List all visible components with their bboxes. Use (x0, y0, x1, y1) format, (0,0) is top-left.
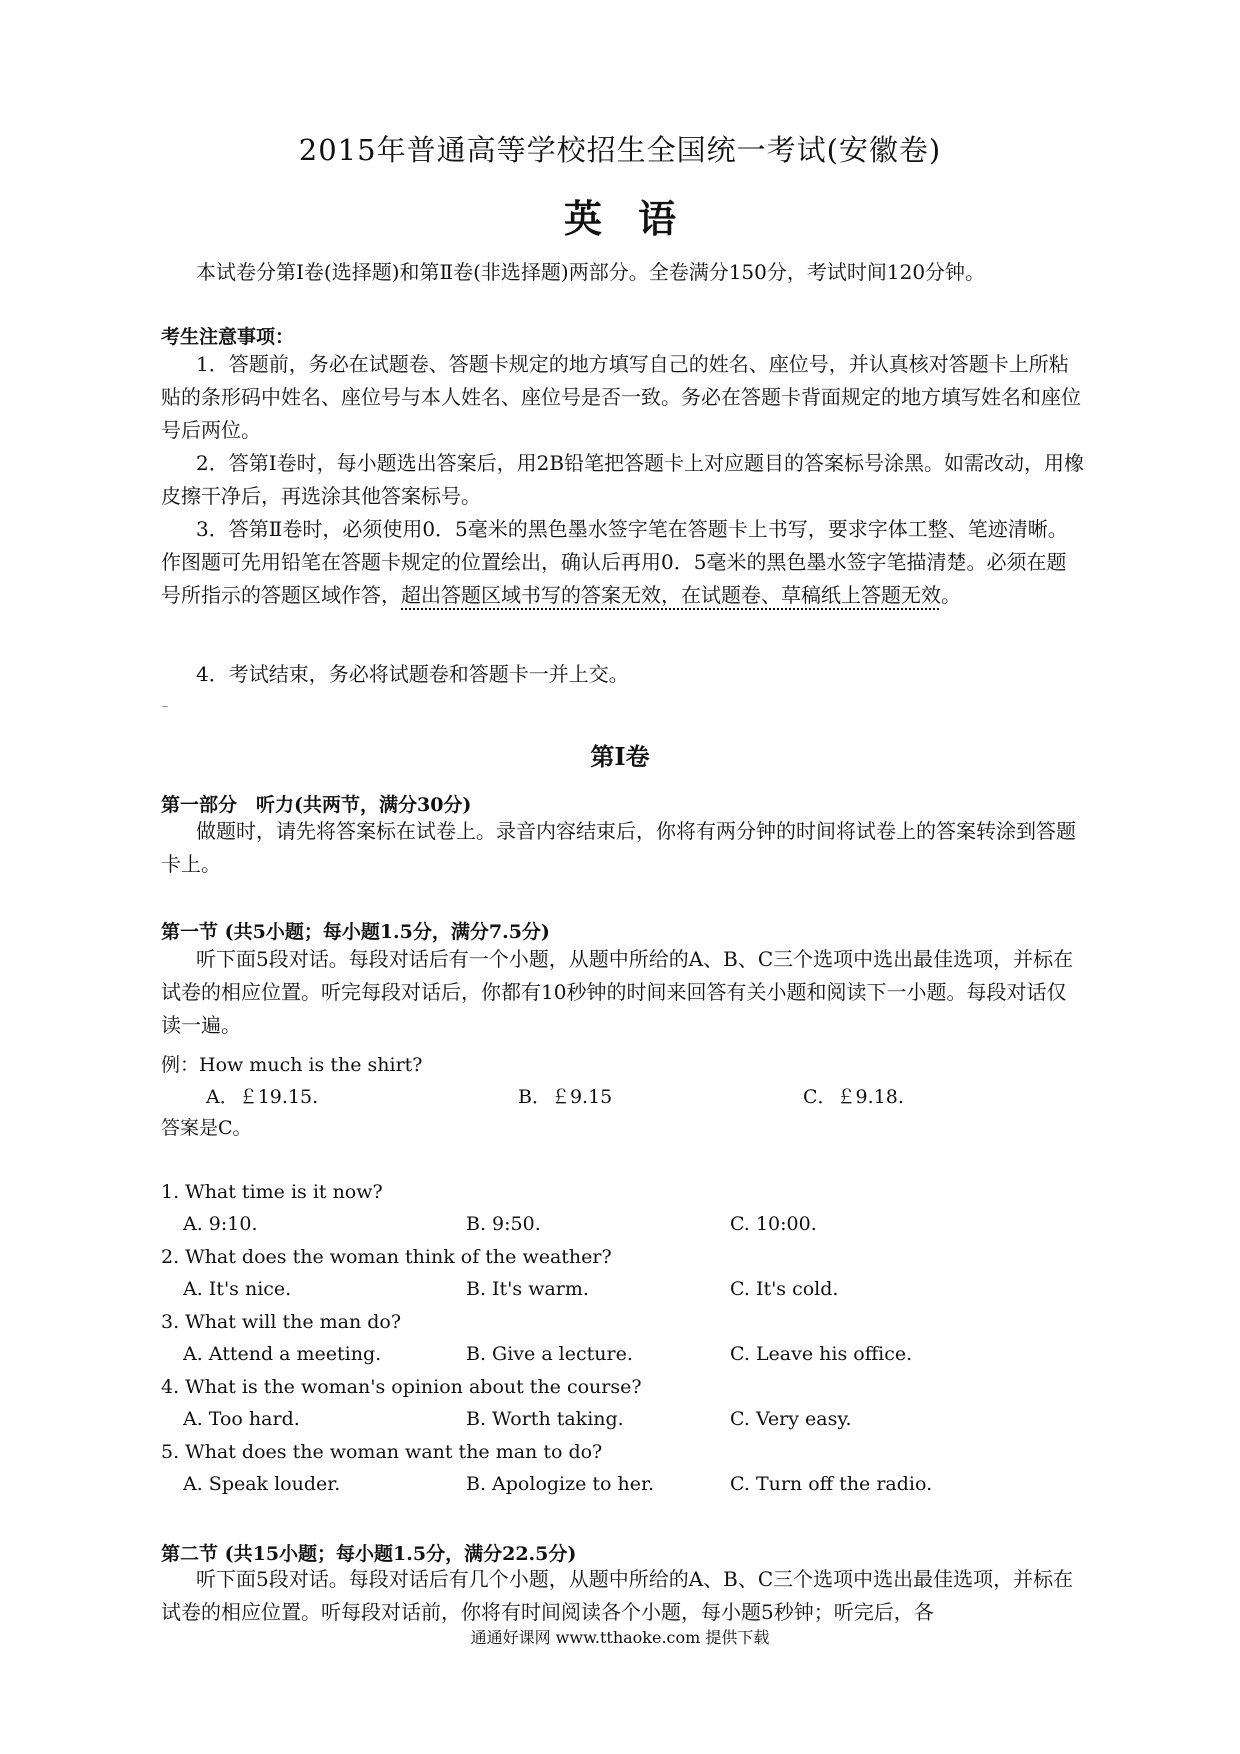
notice-item-3-end: 。 (941, 583, 961, 607)
question-5: 5. What does the woman want the man to do? (161, 1441, 603, 1463)
exam-title: 2015年普通高等学校招生全国统一考试(安徽卷) (298, 133, 942, 167)
example-option-b: B．￡9.15 (518, 1086, 613, 1108)
part1-instruction: 做题时，请先将答案标在试卷上。录音内容结束后，你将有两分钟的时间将试卷上的答案转涂到答题卡上。 (161, 819, 1076, 876)
part1-heading: 第一部分 听力(共两节，满分30分) (161, 794, 472, 816)
notice-item-3-text: 3．答第Ⅱ卷时，必须使用0．5毫米的黑色墨水签字笔在答题卡上书写，要求字体工整、笔迹清晰。作图题可先用铅笔在答题卡规定的位置绘出，确认后再用0．5毫米的黑色墨水签字笔描清楚。必须在题号所指示的答题区域作答， (161, 517, 1068, 607)
question-4: 4. What is the woman's opinion about the course? (161, 1376, 642, 1398)
question-2-option-b: B. It's warm. (466, 1278, 589, 1300)
question-1-option-a: A. 9:10. (183, 1213, 258, 1235)
question-4-option-a: A. Too hard. (183, 1408, 300, 1430)
section1-heading: 第一节 (共5小题；每小题1.5分，满分7.5分) (161, 921, 550, 943)
question-3-option-c: C. Leave his office. (730, 1343, 913, 1365)
example-option-a: A．￡19.15. (206, 1086, 319, 1108)
question-3-option-a: A. Attend a meeting. (183, 1343, 382, 1365)
notice-item-3 (161, 513, 1086, 612)
section-title: 第Ⅰ卷 (590, 742, 650, 771)
notice-item-4: 4．考试结束，务必将试题卷和答题卡一并上交。 (196, 662, 629, 686)
notice-heading: 考生注意事项： (161, 326, 295, 348)
example-answer: 答案是C。 (161, 1117, 252, 1139)
example-option-c: C．￡9.18. (803, 1086, 904, 1108)
question-1-option-b: B. 9:50. (466, 1213, 541, 1235)
notice-item-1: 1．答题前，务必在试题卷、答题卡规定的地方填写自己的姓名、座位号，并认真核对答题卡上所粘贴的条形码中姓名、座位号与本人姓名、座位号是否一致。务必在答题卡背面规定的地方填写姓名和座位号后两位。 (161, 352, 1081, 442)
question-1: 1. What time is it now? (161, 1181, 383, 1203)
scan-mark (162, 706, 168, 707)
question-2-option-a: A. It's nice. (183, 1278, 292, 1300)
notice-item-2: 2．答第Ⅰ卷时，每小题选出答案后，用2B铅笔把答题卡上对应题目的答案标号涂黑。如需改动，用橡皮擦干净后，再选涂其他答案标号。 (161, 451, 1085, 508)
question-3-option-b: B. Give a lecture. (466, 1343, 633, 1365)
question-2: 2. What does the woman think of the weather? (161, 1246, 612, 1268)
notice-item-3-emphasis: 超出答题区域书写的答案无效，在试题卷、草稿纸上答题无效 (401, 583, 941, 607)
question-4-option-c: C. Very easy. (730, 1408, 852, 1430)
question-5-option-c: C. Turn off the radio. (730, 1473, 933, 1495)
section2-instruction: 听下面5段对话。每段对话后有几个小题，从题中所给的A、B、C三个选项中选出最佳选项，并标在试卷的相应位置。听每段对话前，你将有时间阅读各个小题，每小题5秒钟；听完后，各 (161, 1567, 1074, 1624)
example-question: 例：How much is the shirt? (161, 1054, 423, 1076)
question-4-option-b: B. Worth taking. (466, 1408, 624, 1430)
section1-instruction: 听下面5段对话。每段对话后有一个小题，从题中所给的A、B、C三个选项中选出最佳选项，并标在试卷的相应位置。听完每段对话后，你都有10秒钟的时间来回答有关小题和阅读下一小题。每段对话仅读一遍。 (161, 947, 1074, 1037)
page-footer: 通通好课网 www.tthaoke.com 提供下载 (470, 1628, 770, 1647)
section2-heading: 第二节 (共15小题；每小题1.5分，满分22.5分) (161, 1543, 577, 1565)
question-5-option-b: B. Apologize to her. (466, 1473, 655, 1495)
subject-title: 英语 (563, 196, 712, 241)
question-2-option-c: C. It's cold. (730, 1278, 839, 1300)
question-5-option-a: A. Speak louder. (183, 1473, 341, 1495)
exam-intro: 本试卷分第Ⅰ卷(选择题)和第Ⅱ卷(非选择题)两部分。全卷满分150分，考试时间120分钟。 (196, 260, 986, 284)
question-1-option-c: C. 10:00. (730, 1213, 817, 1235)
question-3: 3. What will the man do? (161, 1311, 402, 1333)
